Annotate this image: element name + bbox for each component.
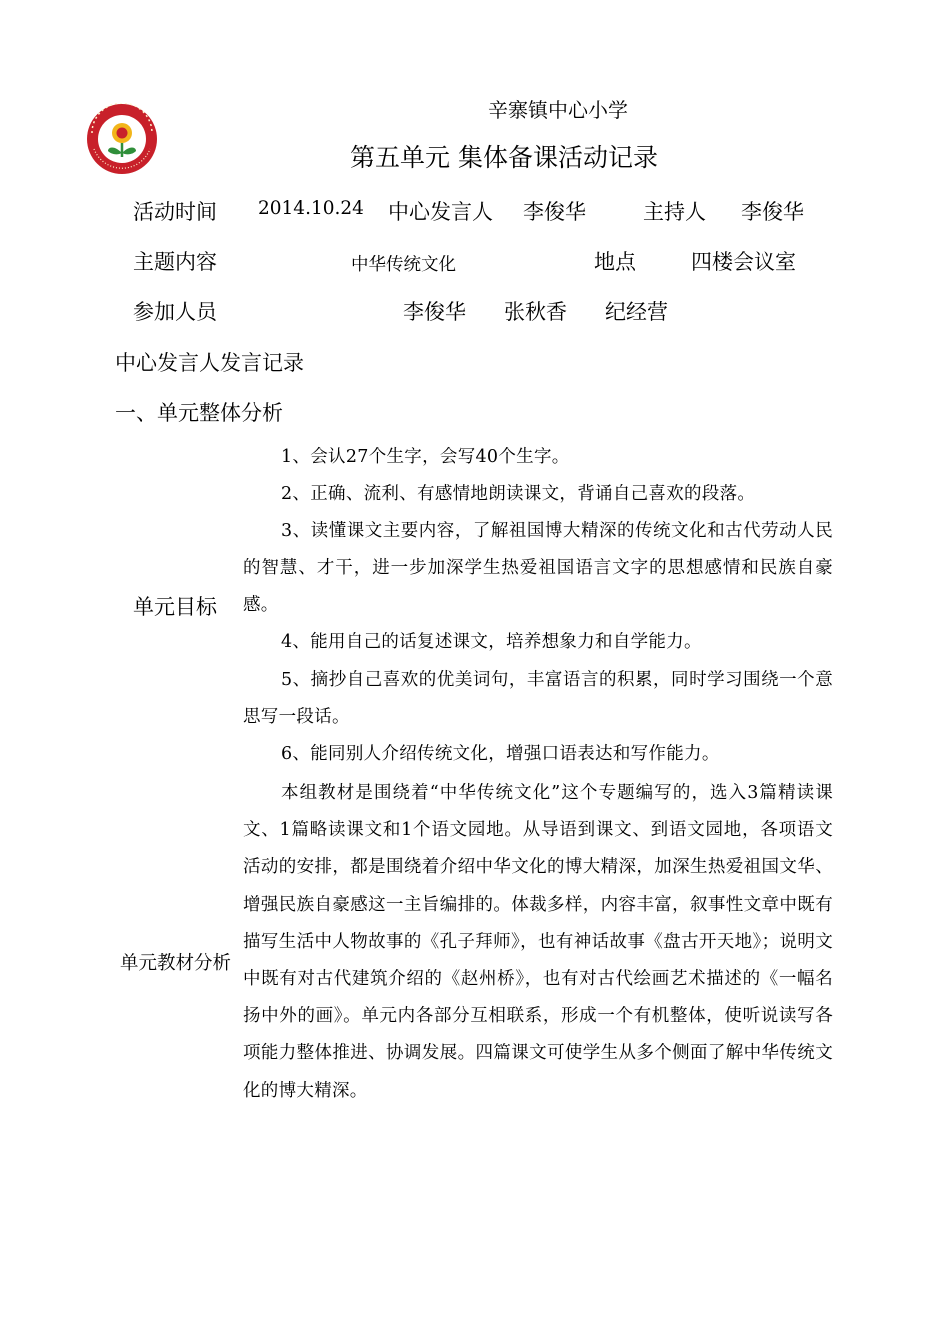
goal-item: 5、摘抄自己喜欢的优美词句，丰富语言的积累，同时学习围绕一个意思写一段话。 — [243, 670, 833, 728]
place-value: 四楼会议室 — [691, 250, 796, 274]
school-logo — [86, 103, 158, 175]
goal-item: 6、能同别人介绍传统文化，增强口语表达和写作能力。 — [281, 744, 720, 764]
participant-name: 纪经营 — [605, 300, 668, 324]
time-label: 活动时间 — [133, 200, 217, 224]
page-title: 第五单元 集体备课活动记录 — [350, 143, 658, 172]
goal-item: 1、会认27个生字，会写40个生字。 — [281, 447, 570, 467]
speaker-label: 中心发言人 — [388, 200, 493, 224]
participant-name: 张秋香 — [504, 300, 567, 324]
goal-item: 3、读懂课文主要内容，了解祖国博大精深的传统文化和古代劳动人民的智慧、才干，进一步加深学生热爱祖国语言文字的思想感情和民族自豪感。 — [243, 521, 833, 616]
goal-item: 2、正确、流利、有感情地朗读课文，背诵自己喜欢的段落。 — [281, 484, 756, 504]
participants-label: 参加人员 — [133, 300, 217, 324]
place-label: 地点 — [594, 250, 636, 274]
analysis-text: 本组教材是围绕着“中华传统文化”这个专题编写的，选入3篇精读课文、1篇略读课文和1个语文园地。从导语到课文、到语文园地，各项语文活动的安排，都是围绕着介绍中华文化的博大精深，加深生热爱祖国文华、增强民族自豪感这一主旨编排的。体裁多样，内容丰富，叙事性文章中既有描写生活中人物故事的《孔子拜师》，也有神话故事《盘古开天地》；说明文中既有对古代建筑介绍的《赵州桥》，也有对古代绘画艺术描述的《一幅名扬中外的画》。单元内各部分互相联系，形成一个有机整体，使听说读写各项能力整体推进、协调发展。四篇课文可使学生从多个侧面了解中华传统文化的博大精深。 — [243, 783, 833, 1101]
analysis-label: 单元教材分析 — [120, 953, 232, 974]
section-heading: 一、单元整体分析 — [115, 401, 283, 425]
record-heading: 中心发言人发言记录 — [115, 351, 304, 375]
goals-label: 单元目标 — [133, 595, 217, 619]
time-value: 2014.10.24 — [258, 198, 364, 219]
topic-value: 中华传统文化 — [351, 255, 456, 275]
host-value: 李俊华 — [741, 200, 804, 224]
speaker-value: 李俊华 — [523, 200, 586, 224]
participant-name: 李俊华 — [403, 300, 466, 324]
topic-label: 主题内容 — [133, 250, 217, 274]
host-label: 主持人 — [643, 200, 706, 224]
school-name: 辛寨镇中心小学 — [488, 98, 628, 122]
goal-item: 4、能用自己的话复述课文，培养想象力和自学能力。 — [281, 632, 702, 652]
